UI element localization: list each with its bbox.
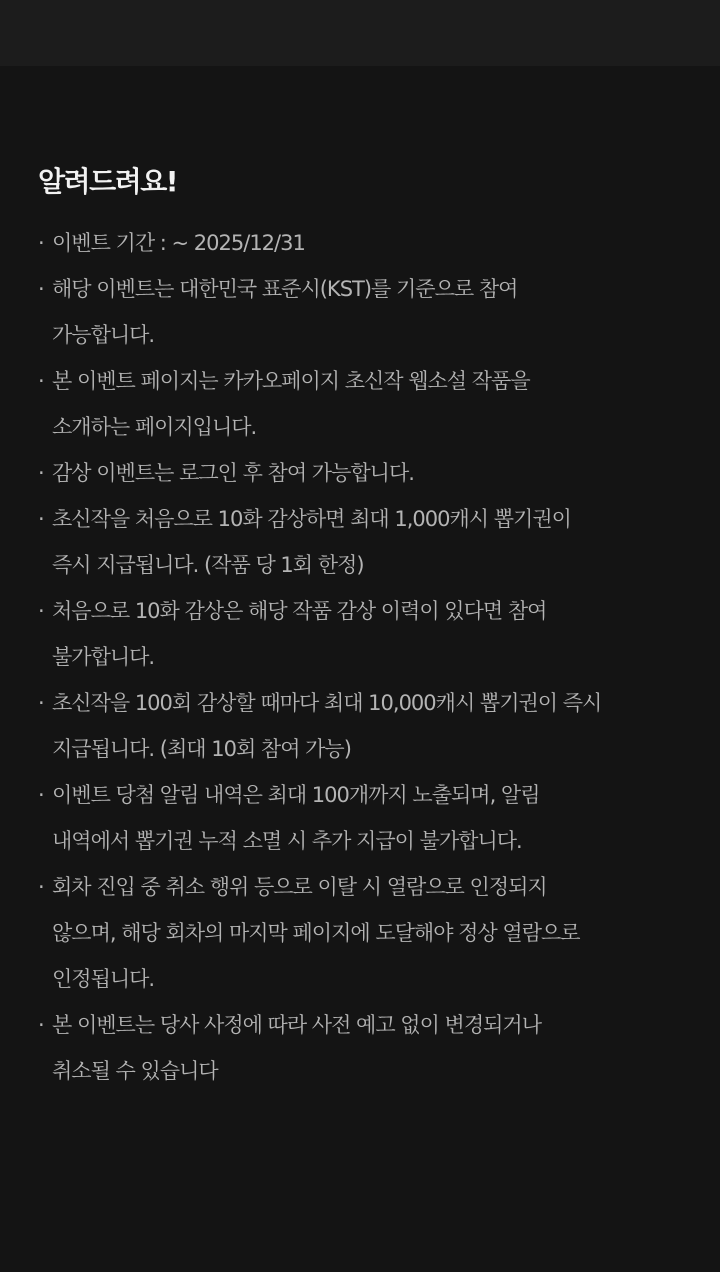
bullet-icon: · (38, 277, 44, 301)
notice-item-text (52, 220, 698, 266)
bullet-icon: · (38, 507, 44, 531)
bullet-icon: · (38, 783, 44, 807)
notice-item-line: 해당 이벤트는 대한민국 표준시(KST)를 기준으로 참여 (52, 277, 518, 301)
notice-item-line: 지급됩니다. (최대 10회 참여 가능) (52, 737, 351, 761)
notice-item-line: 초신작을 처음으로 10화 감상하면 최대 1,000캐시 뽑기권이 (52, 507, 571, 531)
notice-item-text (52, 864, 698, 1002)
bullet-icon: · (38, 691, 44, 715)
notice-item-line: 이벤트 당첨 알림 내역은 최대 100개까지 노출되며, 알림 (52, 783, 540, 807)
bullet-icon: · (38, 231, 44, 255)
bullet-icon: · (38, 461, 44, 485)
notice-title: 알려드려요! (38, 165, 178, 198)
notice-item-text (52, 1002, 698, 1094)
notice-item-line: 않으며, 해당 회차의 마지막 페이지에 도달해야 정상 열람으로 (52, 921, 580, 945)
notice-item-text (52, 680, 698, 772)
notice-item-line: 소개하는 페이지입니다. (52, 415, 257, 439)
notice-item-line: 인정됩니다. (52, 967, 155, 991)
notice-item (38, 864, 698, 1002)
notice-item-line: 본 이벤트 페이지는 카카오페이지 초신작 웹소설 작품을 (52, 369, 530, 393)
notice-item (38, 680, 698, 772)
notice-item-line: 불가합니다. (52, 645, 155, 669)
notice-item-line: 즉시 지급됩니다. (작품 당 1회 한정) (52, 553, 364, 577)
notice-item (38, 220, 698, 266)
notice-item-text (52, 496, 698, 588)
notice-item (38, 266, 698, 358)
notice-item (38, 1002, 698, 1094)
notice-item-line: 본 이벤트는 당사 사정에 따라 사전 예고 없이 변경되거나 (52, 1013, 541, 1037)
notice-item (38, 772, 698, 864)
notice-section (38, 160, 698, 1094)
notice-item-line: 초신작을 100회 감상할 때마다 최대 10,000캐시 뽑기권이 즉시 (52, 691, 602, 715)
notice-item (38, 358, 698, 450)
top-bar (0, 0, 720, 66)
notice-item-text (52, 772, 698, 864)
notice-item-text (52, 588, 698, 680)
notice-item (38, 496, 698, 588)
notice-item-text (52, 450, 698, 496)
bullet-icon: · (38, 599, 44, 623)
notice-item (38, 588, 698, 680)
notice-item-line: 취소될 수 있습니다 (52, 1059, 218, 1083)
bullet-icon: · (38, 1013, 44, 1037)
notice-list (38, 220, 698, 1094)
notice-item-line: 이벤트 기간 : ~ 2025/12/31 (52, 231, 305, 255)
notice-item-line: 내역에서 뽑기권 누적 소멸 시 추가 지급이 불가합니다. (52, 829, 522, 853)
bullet-icon: · (38, 875, 44, 899)
notice-item-text (52, 266, 698, 358)
bullet-icon: · (38, 369, 44, 393)
notice-item-line: 처음으로 10화 감상은 해당 작품 감상 이력이 있다면 참여 (52, 599, 547, 623)
notice-item-line: 감상 이벤트는 로그인 후 참여 가능합니다. (52, 461, 414, 485)
notice-item-line: 회차 진입 중 취소 행위 등으로 이탈 시 열람으로 인정되지 (52, 875, 547, 899)
notice-item-text (52, 358, 698, 450)
notice-item (38, 450, 698, 496)
notice-item-line: 가능합니다. (52, 323, 155, 347)
